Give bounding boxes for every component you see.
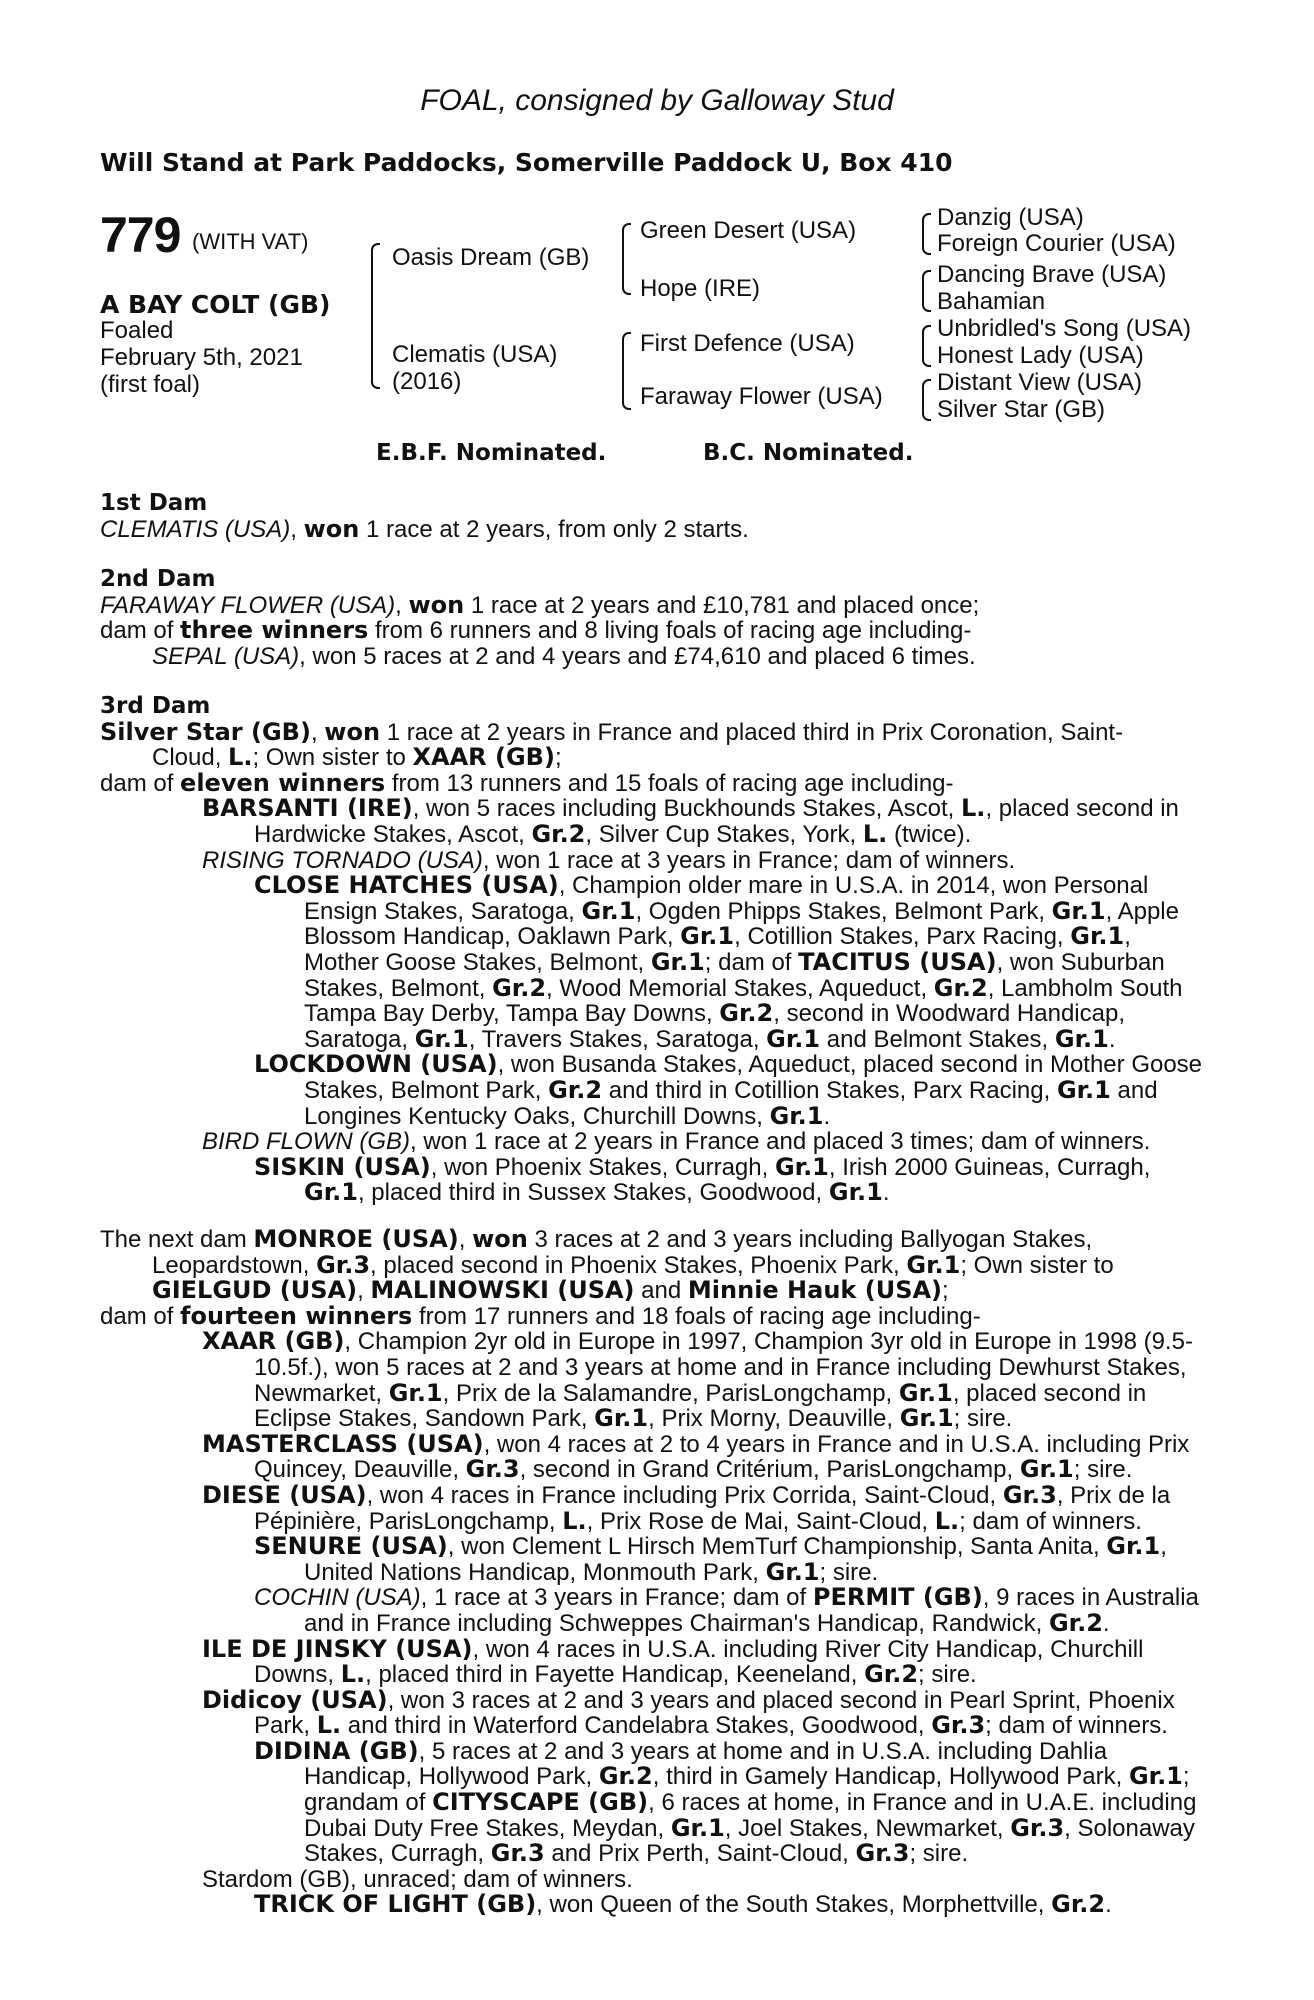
text: 1 race at 2 years in France and placed third in Prix Coronation, Saint-: [380, 718, 1124, 746]
text: , Travers Stakes, Saratoga,: [468, 1025, 767, 1053]
grade: Gr.1: [765, 1557, 820, 1586]
winners-count: fourteen winners: [180, 1301, 413, 1330]
text: Quincey, Deauville,: [254, 1456, 466, 1484]
grade: Gr.1: [388, 1378, 443, 1407]
text: ,: [357, 1277, 371, 1305]
third-dam-name: Silver Star (GB): [100, 717, 311, 746]
third-dam-section: 3rd Dam Silver Star (GB), won 1 race at 2 years in France and placed third in Prix Coronation, Saint- Cloud, L.; Own sister to XAAR (GB); dam of eleven winners from 13 runners and 15 foals of racing age including- BARSANTI (IRE), won 5 races including Buckhounds Stakes, Ascot, L., placed second in Hardwicke Stakes, Ascot, Gr.2, Silver Cup Stakes, York, L. (twice). RISING TORNADO (USA), won 1 race at 3 years in France; dam of winners. CLOSE HATCHES (USA), Champion older mare in U.S.A. in 2014, won Personal Ensign Stakes, Saratoga, Gr.1, Ogden Phipps Stakes, Belmont Park, Gr.1, Apple Blossom Handicap, Oaklawn Park, Gr.1, Cotillion Stakes, Parx Racing, Gr.1, Mother Goose Stakes, Belmont, Gr.1; dam of TACITUS (USA), won Suburban Stakes, Belmont, Gr.2, Wood Memorial Stakes, Aqueduct, Gr.2, Lambholm South Tampa Bay Derby, Tampa Bay Downs, Gr.2, second in Woodward Handicap, Saratoga, Gr.1, Travers Stakes, Saratoga, Gr.1 and Belmont Stakes, Gr.1. LOCKDOWN (USA), won Busanda Stakes, Aqueduct, placed second in Mother Goose Stakes, Belmont Park, Gr.2 and third in Cotillion Stakes, Parx Racing, Gr.1 and Longines Kentucky Oaks, Churchill Downs, Gr.1. BIRD FLOWN (GB), won 1 race at 2 years in France and placed 3 times; dam of winners. SISKIN (USA), won Phoenix Stakes, Curragh, Gr.1, Irish 2000 Guineas, Curragh, Gr.1, placed third in Sussex Stakes, Goodwood, Gr.1.: [100, 694, 1206, 1206]
grade: Gr.1: [680, 922, 735, 951]
offspring-ile-de-jinsky: ILE DE JINSKY (USA): [202, 1634, 473, 1663]
text: dam of: [100, 617, 181, 645]
text: , 5 races at 2 and 3 years at home and in U.S.A. including Dahlia: [418, 1737, 1108, 1765]
grade: Gr.3: [1010, 1813, 1065, 1842]
lot-name: A BAY COLT (GB): [100, 290, 331, 319]
text: ;: [942, 1277, 949, 1305]
offspring-xaar: XAAR (GB): [202, 1327, 345, 1356]
text: Blossom Handicap, Oaklawn Park,: [304, 923, 681, 951]
text: dam of: [100, 769, 181, 797]
grade: Gr.2: [1051, 1890, 1106, 1919]
grade: Gr.1: [898, 1378, 953, 1407]
grade: Gr.3: [855, 1839, 910, 1868]
text: , 6 races at home, in France and in U.A.E. including: [648, 1789, 1197, 1817]
offspring-cochin: COCHIN (USA): [254, 1584, 421, 1612]
text: , won 1 race at 3 years in France; dam of winners.: [482, 846, 1016, 874]
text: , Irish 2000 Guineas, Curragh,: [828, 1153, 1151, 1181]
first-dam-heading: 1st Dam: [100, 490, 208, 516]
first-dam-section: 1st Dam CLEMATIS (USA), won 1 race at 2 years, from only 2 starts.: [100, 491, 1206, 542]
grade: Gr.1: [828, 1178, 883, 1207]
pedigree-dds: Distant View (USA): [937, 369, 1142, 396]
grade: Gr.2: [531, 819, 586, 848]
text: .: [1102, 1609, 1110, 1637]
text: .: [882, 1179, 890, 1207]
text: , placed third in Sussex Stakes, Goodwood,: [357, 1179, 829, 1207]
pedigree-sire: Oasis Dream (GB): [392, 244, 590, 271]
pedigree-brace-dam: [622, 332, 631, 410]
text: (twice).: [887, 820, 972, 848]
next-dam-won: won: [472, 1225, 528, 1253]
second-dam-heading: 2nd Dam: [100, 566, 216, 592]
text: , Apple: [1105, 897, 1179, 925]
grade: Gr.2: [864, 1660, 919, 1689]
grade: Gr.1: [304, 1178, 358, 1207]
text: Stakes, Belmont Park,: [304, 1076, 549, 1104]
text: , 1 race at 3 years in France; dam of: [420, 1584, 813, 1612]
grade: Gr.1: [650, 947, 705, 976]
grade: Gr.2: [1048, 1608, 1103, 1637]
text: and in France including Schweppes Chairman's Handicap, Randwick,: [304, 1609, 1049, 1637]
text: 3 races at 2 and 3 years including Ballyogan Stakes,: [527, 1226, 1093, 1253]
text: , Champion older mare in U.S.A. in 2014, won Personal: [558, 872, 1149, 900]
next-dam-name: MONROE (USA): [253, 1225, 459, 1253]
horse-malinowski: MALINOWSKI (USA): [370, 1276, 635, 1305]
horse-xaar: XAAR (GB): [412, 743, 555, 772]
offspring-lockdown: LOCKDOWN (USA): [254, 1050, 498, 1079]
text: Cloud,: [152, 744, 229, 772]
text: ,: [1124, 923, 1131, 951]
text: , Lambholm South: [987, 974, 1183, 1002]
grade: Gr.1: [1106, 1532, 1161, 1561]
text: and: [634, 1277, 688, 1305]
text: 10.5f.), won 5 races at 2 and 3 years at home and in France including Dewhurst Stakes,: [254, 1353, 1187, 1381]
winners-count: eleven winners: [180, 768, 386, 797]
grade: Gr.1: [774, 1152, 829, 1181]
grade: Gr.3: [1002, 1480, 1057, 1509]
text: , placed second in Phoenix Stakes, Phoenix Park,: [370, 1251, 907, 1279]
text: , Joel Stakes, Newmarket,: [724, 1814, 1011, 1842]
pedigree-brace-ds: [922, 325, 931, 367]
grade: Gr.1: [766, 1024, 821, 1053]
grade: Gr.1: [1019, 1455, 1074, 1484]
text: , won 4 races in U.S.A. including River City Handicap, Churchill: [472, 1635, 1144, 1663]
grade: Gr.2: [548, 1075, 603, 1104]
text: from 13 runners and 15 foals of racing age including-: [385, 769, 954, 797]
grade: Gr.1: [594, 1404, 649, 1433]
text: , Prix de la: [1056, 1481, 1171, 1509]
text: , second in Woodward Handicap,: [773, 1000, 1125, 1028]
offspring-bird-flown: BIRD FLOWN (GB): [202, 1128, 410, 1156]
grade: Gr.2: [598, 1762, 653, 1791]
grade: Gr.1: [1051, 896, 1106, 925]
offspring-didina: DIDINA (GB): [254, 1736, 419, 1765]
text: , Ogden Phipps Stakes, Belmont Park,: [635, 897, 1052, 925]
text: , third in Gamely Handicap, Hollywood Park,: [652, 1763, 1129, 1791]
bc-nominated: B.C. Nominated.: [703, 440, 914, 466]
grade: Gr.1: [414, 1024, 469, 1053]
text: , won Suburban: [996, 948, 1165, 976]
horse-permit: PERMIT (GB): [812, 1583, 983, 1612]
grade: Gr.1: [769, 1101, 824, 1130]
offspring-rising-tornado: RISING TORNADO (USA): [202, 846, 483, 874]
text: ; Own sister to: [252, 744, 413, 772]
foal-note: (first foal): [100, 371, 201, 398]
foaled-label: Foaled: [100, 317, 174, 344]
text: , Prix Morny, Deauville,: [648, 1405, 900, 1433]
pedigree-sds: Dancing Brave (USA): [937, 261, 1167, 288]
pedigree-dss: Unbridled's Song (USA): [937, 315, 1192, 342]
text: ; sire.: [953, 1405, 1013, 1433]
text: , Prix Rose de Mai, Saint-Cloud,: [586, 1507, 935, 1535]
text: .: [823, 1102, 831, 1130]
text: , placed second in: [985, 795, 1179, 823]
text: Tampa Bay Derby, Tampa Bay Downs,: [304, 1000, 720, 1028]
offspring-siskin: SISKIN (USA): [254, 1152, 431, 1181]
text: .: [1108, 1025, 1116, 1053]
grade: Gr.1: [1056, 1075, 1111, 1104]
text: Pépinière, ParisLongchamp,: [254, 1507, 563, 1535]
text: ; sire.: [819, 1558, 879, 1586]
text: , won Busanda Stakes, Aqueduct, placed second in Mother Goose: [497, 1051, 1203, 1079]
text: Hardwicke Stakes, Ascot,: [254, 820, 532, 848]
text: , Wood Memorial Stakes, Aqueduct,: [546, 974, 934, 1002]
grade: Gr.2: [492, 973, 547, 1002]
text: The next dam: [100, 1226, 254, 1253]
grade: Gr.2: [933, 973, 988, 1002]
grade: Gr.1: [1070, 922, 1125, 951]
pedigree-ss: Green Desert (USA): [640, 217, 857, 244]
text: ; sire.: [918, 1661, 977, 1689]
text: and third in Cotillion Stakes, Parx Racing,: [602, 1076, 1057, 1104]
pedigree-sd: Hope (IRE): [640, 275, 761, 302]
offspring-trick-of-light: TRICK OF LIGHT (GB): [254, 1890, 537, 1919]
grade: L.: [228, 743, 253, 772]
text: , placed second in: [952, 1379, 1147, 1407]
text: from 6 runners and 8 living foals of racing age including-: [368, 617, 972, 645]
text: , Champion 2yr old in Europe in 1997, Champion 3yr old in Europe in 1998 (9.5-: [344, 1328, 1193, 1356]
text: ; dam of winners.: [985, 1712, 1168, 1740]
text: Leopardstown,: [152, 1251, 317, 1279]
first-dam-name: CLEMATIS (USA): [100, 515, 291, 543]
pedigree-ssd: Foreign Courier (USA): [937, 230, 1176, 257]
text: Mother Goose Stakes, Belmont,: [304, 948, 651, 976]
text: ; dam of: [704, 948, 799, 976]
grade: L.: [934, 1506, 960, 1535]
pedigree-brace-sire: [622, 223, 631, 295]
text: , Prix de la Salamandre, ParisLongchamp,: [442, 1379, 899, 1407]
offspring-senure: SENURE (USA): [254, 1532, 448, 1561]
grade: Gr.1: [670, 1813, 725, 1842]
text: and Prix Perth, Saint-Cloud,: [544, 1840, 856, 1868]
text: Dubai Duty Free Stakes, Meydan,: [304, 1814, 671, 1842]
offspring-stardom: Stardom (GB), unraced; dam of winners.: [202, 1865, 633, 1893]
text: Saratoga,: [304, 1025, 415, 1053]
third-dam-heading: 3rd Dam: [100, 693, 211, 719]
offspring-diese: DIESE (USA): [202, 1480, 367, 1509]
pedigree-brace-dd: [922, 379, 931, 421]
pedigree-dsd: Honest Lady (USA): [937, 342, 1144, 369]
text: Ensign Stakes, Saratoga,: [304, 897, 582, 925]
pedigree-ds: First Defence (USA): [640, 330, 855, 357]
grade: Gr.1: [899, 1404, 954, 1433]
grade: L.: [340, 1660, 366, 1689]
offspring-didicoy: Didicoy (USA): [202, 1685, 388, 1714]
grade: L.: [862, 819, 888, 848]
offspring-barsanti: BARSANTI (IRE): [202, 794, 413, 823]
grade: Gr.1: [1128, 1762, 1183, 1791]
first-dam-record: 1 race at 2 years, from only 2 starts.: [359, 515, 749, 543]
text: , Cotillion Stakes, Parx Racing,: [734, 923, 1071, 951]
second-dam-record: 1 race at 2 years and £10,781 and placed once;: [464, 591, 980, 619]
text: , 9 races in Australia: [982, 1584, 1199, 1612]
second-dam-name: FARAWAY FLOWER (USA): [100, 591, 396, 619]
text: Newmarket,: [254, 1379, 389, 1407]
text: from 17 runners and 18 foals of racing age including-: [412, 1302, 981, 1330]
pedigree-dam-year: (2016): [392, 368, 462, 395]
text: ,: [458, 1226, 473, 1253]
text: , won 5 races including Buckhounds Stakes, Ascot,: [412, 795, 962, 823]
second-dam-section: 2nd Dam FARAWAY FLOWER (USA), won 1 race at 2 years and £10,781 and placed once; dam of three winners from 6 runners and 8 living foals of racing age including- SEPAL (USA), won 5 races at 2 and 4 years and £74,610 and placed 6 times.: [100, 567, 1206, 669]
offspring-sepal: SEPAL (USA): [152, 642, 300, 670]
text: Park,: [254, 1712, 317, 1740]
text: , won 5 races at 2 and 4 years and £74,610 and placed 6 times.: [299, 642, 976, 670]
grade: Gr.2: [719, 999, 774, 1028]
text: ; sire.: [1073, 1456, 1133, 1484]
grade: Gr.3: [490, 1839, 545, 1868]
pedigree-sss: Danzig (USA): [937, 204, 1084, 231]
horse-gielgud: GIELGUD (USA): [152, 1276, 358, 1305]
second-dam-won: won: [408, 590, 465, 619]
text: grandam of: [304, 1789, 433, 1817]
pedigree-brace-ss: [922, 213, 931, 255]
offspring-masterclass: MASTERCLASS (USA): [202, 1429, 484, 1458]
text: , won 1 race at 2 years in France and placed 3 times; dam of winners.: [410, 1128, 1151, 1156]
text: , Solonaway: [1064, 1814, 1195, 1842]
grade: Gr.1: [906, 1250, 961, 1279]
text: and: [1110, 1076, 1158, 1104]
text: and third in Waterford Candelabra Stakes, Goodwood,: [341, 1712, 932, 1740]
text: ;: [1182, 1763, 1190, 1791]
grade: Gr.1: [581, 896, 636, 925]
text: ; Own sister to: [960, 1251, 1114, 1279]
stand-location: Will Stand at Park Paddocks, Somerville Paddock U, Box 410: [100, 148, 953, 177]
pedigree-ddd: Silver Star (GB): [937, 396, 1106, 423]
text: Eclipse Stakes, Sandown Park,: [254, 1405, 595, 1433]
text: Stakes, Curragh,: [304, 1840, 491, 1868]
grade: L.: [562, 1506, 587, 1535]
first-dam-won: won: [303, 514, 360, 543]
catalogue-title: FOAL, consigned by Galloway Stud: [420, 84, 894, 117]
text: , won 4 races at 2 to 4 years in France and in U.S.A. including Prix: [483, 1430, 1190, 1458]
text: , won Clement L Hirsch MemTurf Championship, Santa Anita,: [447, 1533, 1107, 1561]
text: ; dam of winners.: [959, 1507, 1142, 1535]
winners-count: three winners: [180, 616, 369, 645]
foaled-date: February 5th, 2021: [100, 344, 303, 371]
text: , won 4 races in France including Prix Corrida, Saint-Cloud,: [366, 1481, 1003, 1509]
horse-tacitus: TACITUS (USA): [798, 947, 997, 976]
pedigree-brace-main: [371, 243, 380, 389]
grade: L.: [316, 1711, 342, 1740]
text: United Nations Handicap, Monmouth Park,: [304, 1558, 766, 1586]
text: , second in Grand Critérium, ParisLongchamp,: [519, 1456, 1020, 1484]
text: , won Queen of the South Stakes, Morphettville,: [536, 1891, 1052, 1919]
horse-cityscape: CITYSCAPE (GB): [432, 1788, 649, 1817]
grade: Gr.3: [465, 1455, 520, 1484]
third-dam-won: won: [324, 717, 381, 746]
text: ;: [554, 744, 562, 772]
text: Downs,: [254, 1661, 341, 1689]
lot-number: 779: [100, 207, 181, 263]
lot-vat: (WITH VAT): [192, 229, 309, 254]
pedigree-brace-sd: [922, 270, 931, 312]
text: ; sire.: [909, 1840, 969, 1868]
text: Handicap, Hollywood Park,: [304, 1763, 599, 1791]
text: .: [1105, 1891, 1112, 1919]
text: , Silver Cup Stakes, York,: [585, 820, 863, 848]
grade: L.: [961, 794, 986, 823]
grade: Gr.3: [931, 1711, 986, 1740]
text: Stakes, Belmont,: [304, 974, 493, 1002]
text: and Belmont Stakes,: [820, 1025, 1055, 1053]
text: ,: [1160, 1533, 1167, 1561]
grade: Gr.3: [316, 1250, 371, 1279]
text: , won Phoenix Stakes, Curragh,: [430, 1153, 775, 1181]
text: , won 3 races at 2 and 3 years and placed second in Pearl Sprint, Phoenix: [387, 1686, 1175, 1714]
pedigree-dd: Faraway Flower (USA): [640, 383, 883, 410]
text: , placed third in Fayette Handicap, Keeneland,: [365, 1661, 865, 1689]
horse-minnie-hauk: Minnie Hauk (USA): [687, 1276, 943, 1305]
next-dam-section: [100, 1227, 1206, 1918]
pedigree-dam: Clematis (USA): [392, 341, 558, 368]
offspring-close-hatches: CLOSE HATCHES (USA): [254, 871, 559, 900]
text: dam of: [100, 1302, 181, 1330]
text: Longines Kentucky Oaks, Churchill Downs,: [304, 1102, 770, 1130]
ebf-nominated: E.B.F. Nominated.: [376, 440, 607, 466]
pedigree-sdd: Bahamian: [937, 288, 1046, 315]
grade: Gr.1: [1054, 1024, 1109, 1053]
